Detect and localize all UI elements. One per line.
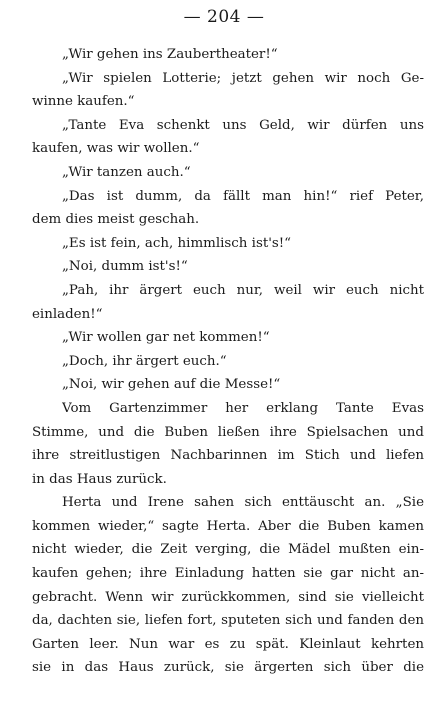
text-line: sie in das Haus zurück, sie ärgerten sich über die xyxy=(32,660,424,676)
text-line: „Es ist fein, ach, himmlisch ist's!“ xyxy=(62,235,291,251)
page-number: — 204 — xyxy=(183,7,265,27)
text-line: winne kaufen.“ xyxy=(32,94,135,110)
text-line: ihre streitlustigen Nachbarinnen im Stich und liefen xyxy=(32,448,424,464)
text-line: „Tante Eva schenkt uns Geld, wir dürfen uns xyxy=(62,117,424,133)
text-line: „Wir gehen ins Zaubertheater!“ xyxy=(62,47,278,62)
text-line: dem dies meist geschah. xyxy=(32,212,200,228)
text-line: „Wir tanzen auch.“ xyxy=(62,164,191,180)
text-line: in das Haus zurück. xyxy=(32,471,167,487)
text-line: Vom Gartenzimmer her erklang Tante Evas xyxy=(62,400,424,416)
text-line: „Noi, dumm ist's!“ xyxy=(62,259,188,275)
text-line: gebracht. Wenn wir zurückkommen, sind sie vielleicht xyxy=(32,589,424,605)
text-line: da, dachten sie, liefen fort, sputeten sich und fanden den xyxy=(32,613,424,629)
text-line: „Wir wollen gar net kommen!“ xyxy=(62,330,270,346)
text-line: „Pah, ihr ärgert euch nur, weil wir euch nicht xyxy=(62,282,424,298)
text-line: „Doch, ihr ärgert euch.“ xyxy=(62,353,227,369)
text-line: einladen!“ xyxy=(32,306,103,322)
text-line: kaufen gehen; ihre Einladung hatten sie gar nicht an- xyxy=(32,566,424,582)
text-line: Stimme, und die Buben ließen ihre Spielsachen und xyxy=(32,424,424,440)
text-line: kaufen, was wir wollen.“ xyxy=(32,141,200,157)
body-text xyxy=(32,43,424,680)
text-line: Herta und Irene sahen sich enttäuscht an. „Sie xyxy=(62,495,424,511)
text-line: kommen wieder,“ sagte Herta. Aber die Buben kamen xyxy=(32,518,424,534)
text-line: „Noi, wir gehen auf die Messe!“ xyxy=(62,377,281,393)
text-line: nicht wieder, die Zeit verging, die Mädel mußten ein- xyxy=(32,542,424,558)
text-line: „Das ist dumm, da fällt man hin!“ rief Peter, xyxy=(62,188,424,204)
text-line: Garten leer. Nun war es zu spät. Kleinlaut kehrten xyxy=(32,636,424,652)
text-line: „Wir spielen Lotterie; jetzt gehen wir noch Ge- xyxy=(62,70,424,86)
